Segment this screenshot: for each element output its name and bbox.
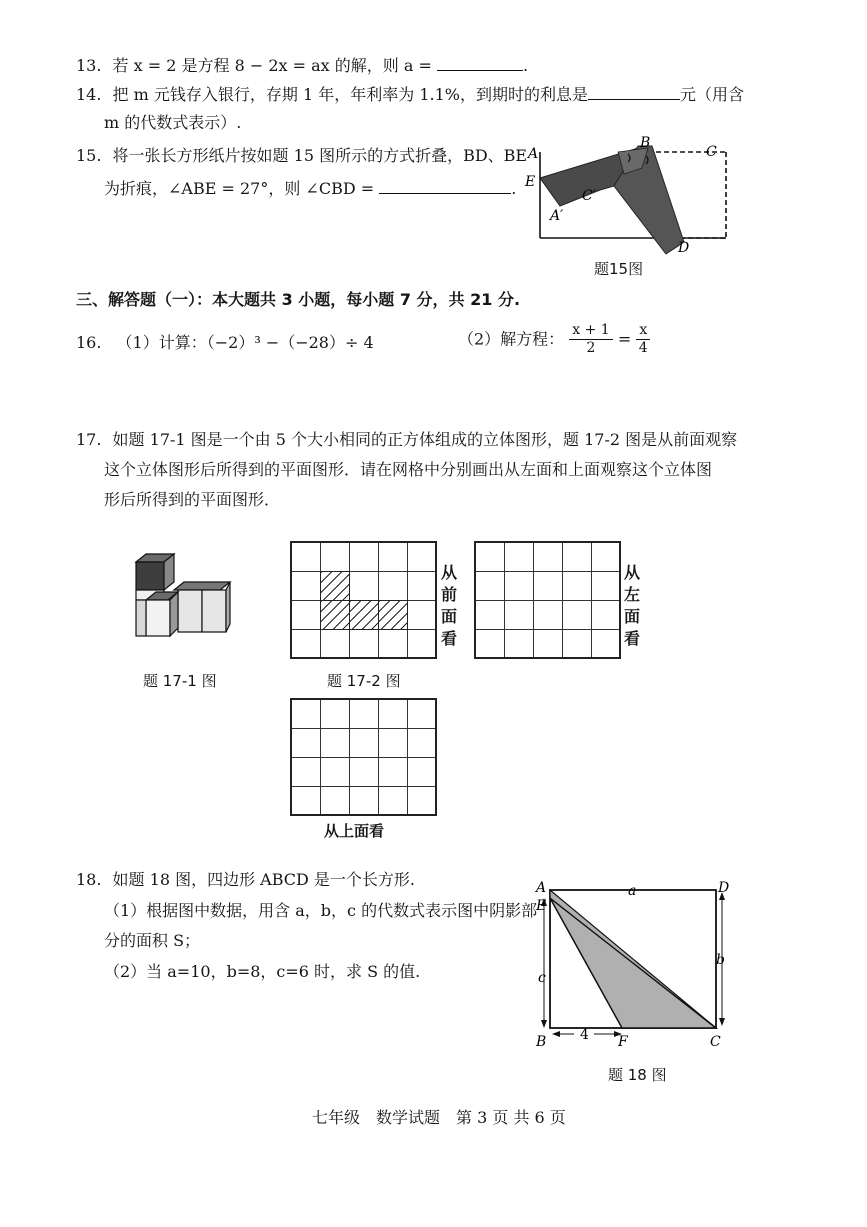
question-14 xyxy=(76,83,744,105)
q13-text: 若 x = 2 是方程 8 − 2x = ax 的解，则 a = xyxy=(112,56,432,75)
q14-number: 14. xyxy=(76,85,102,104)
q17-number: 17. xyxy=(76,430,102,449)
q18-number: 18. xyxy=(76,870,102,889)
front-view-cell-3 xyxy=(378,600,408,630)
q18-part2: （2）当 a=10，b=8，c=6 时，求 S 的值. xyxy=(104,962,421,981)
label-A-prime: A′ xyxy=(550,208,564,224)
figure-17-1-cubes xyxy=(128,552,238,644)
page-footer: 七年级 数学试题 第 3 页 共 6 页 xyxy=(312,1108,566,1127)
q15-answer-blank[interactable] xyxy=(379,177,511,194)
q16-number: 16. xyxy=(76,333,102,352)
cube-back-upper xyxy=(136,562,164,590)
q17-line2: 这个立体图形后所得到的平面图形．请在网格中分别画出从左面和上面观察这个立体图 xyxy=(104,460,713,479)
fraction-left xyxy=(569,322,612,357)
label-c: c xyxy=(538,970,546,986)
label-C: C xyxy=(706,144,717,160)
label-D: D xyxy=(678,240,690,256)
q15-line1: 将一张长方形纸片按如题 15 图所示的方式折叠，BD、BE xyxy=(112,146,528,165)
q16-part2-label: （2）解方程： xyxy=(458,329,565,349)
q14-answer-blank[interactable] xyxy=(588,83,680,100)
dim-4-arrow-left xyxy=(552,1031,560,1037)
fraction-right xyxy=(636,322,650,357)
label-E: E xyxy=(525,174,536,190)
question-13 xyxy=(76,54,528,76)
left-view-label: 从左面看 xyxy=(623,563,640,648)
label-A: A xyxy=(536,880,547,896)
label-B: B xyxy=(640,135,651,151)
q13-number: 13. xyxy=(76,56,102,75)
fraction-left-denominator: 2 xyxy=(586,340,596,356)
cube-front-side xyxy=(170,592,178,636)
label-A: A xyxy=(528,146,539,162)
label-b: b xyxy=(716,952,725,968)
question-18-line1 xyxy=(76,870,415,890)
q18-part1-line2: 分的面积 S； xyxy=(104,931,201,950)
q16-part1: （1）计算：（−2）³ −（−28）÷ 4 xyxy=(116,333,374,352)
q15-line2 xyxy=(104,177,516,199)
fraction-right-denominator: 4 xyxy=(638,340,648,356)
q13-answer-blank[interactable] xyxy=(437,54,523,71)
cube-right xyxy=(202,590,226,632)
q14-line1: 把 m 元钱存入银行，存期 1 年，年利率为 1.1%，到期时的利息是 xyxy=(112,85,588,104)
fig17-2-caption: 题 17-2 图 xyxy=(327,672,401,690)
q15-number: 15. xyxy=(76,146,102,165)
q18-part1-line1: （1）根据图中数据，用含 a，b，c 的代数式表示图中阴影部 xyxy=(104,901,538,920)
dim-b-arrow-bottom xyxy=(719,1018,725,1026)
front-view-cell-1 xyxy=(320,600,350,630)
label-C: C xyxy=(710,1034,721,1050)
q15-end: . xyxy=(511,179,517,198)
front-view-grid xyxy=(290,541,437,659)
dim-c-arrow-bottom xyxy=(541,1020,547,1028)
cube-row-top xyxy=(174,582,230,590)
equals-sign: = xyxy=(617,329,632,349)
cube-right-side xyxy=(226,582,230,632)
fraction-right-numerator: x xyxy=(636,322,650,340)
label-F: F xyxy=(618,1034,628,1050)
q17-line1-text: 如题 17-1 图是一个由 5 个大小相同的正方体组成的立体图形，题 17-2 图是从前面观察 xyxy=(112,430,738,449)
label-B: B xyxy=(536,1034,547,1050)
question-16-part2 xyxy=(458,322,650,357)
cube-left-lower xyxy=(136,600,146,636)
fig17-1-caption: 题 17-1 图 xyxy=(143,672,217,690)
figure-15 xyxy=(520,134,750,264)
fig18-caption: 题 18 图 xyxy=(608,1066,667,1084)
label-C-prime: C′ xyxy=(582,188,596,204)
fraction-left-numerator: x + 1 xyxy=(569,322,612,340)
question-16-part1 xyxy=(76,333,374,353)
fig15-caption: 题15图 xyxy=(594,260,644,278)
q17-line3: 形后所得到的平面图形． xyxy=(104,490,281,509)
question-17-line1 xyxy=(76,430,737,450)
label-D: D xyxy=(718,880,730,896)
label-a: a xyxy=(628,883,637,899)
q14-unit: 元（用含 xyxy=(679,85,744,104)
left-view-answer-grid[interactable] xyxy=(474,541,621,659)
q15-line2-text: 为折痕，∠ABE = 27°，则 ∠CBD = xyxy=(104,179,375,198)
question-15 xyxy=(76,146,527,166)
figure-18 xyxy=(532,878,742,1053)
top-view-label: 从上面看 xyxy=(324,822,385,840)
section-3-title: 三、解答题（一）：本大题共 3 小题，每小题 7 分，共 21 分. xyxy=(76,290,521,309)
q14-line2: m 的代数式表示）. xyxy=(104,113,242,132)
front-view-cell-2 xyxy=(349,600,379,630)
label-4: 4 xyxy=(580,1027,589,1043)
top-view-answer-grid[interactable] xyxy=(290,698,437,816)
cube-middle xyxy=(178,590,202,632)
q13-end: . xyxy=(523,56,529,75)
front-view-cell-upper xyxy=(320,571,350,601)
cube-front xyxy=(146,600,170,636)
front-view-label: 从前面看 xyxy=(440,563,457,648)
q18-line1-text: 如题 18 图，四边形 ABCD 是一个长方形. xyxy=(112,870,416,889)
label-E: E xyxy=(536,898,547,914)
